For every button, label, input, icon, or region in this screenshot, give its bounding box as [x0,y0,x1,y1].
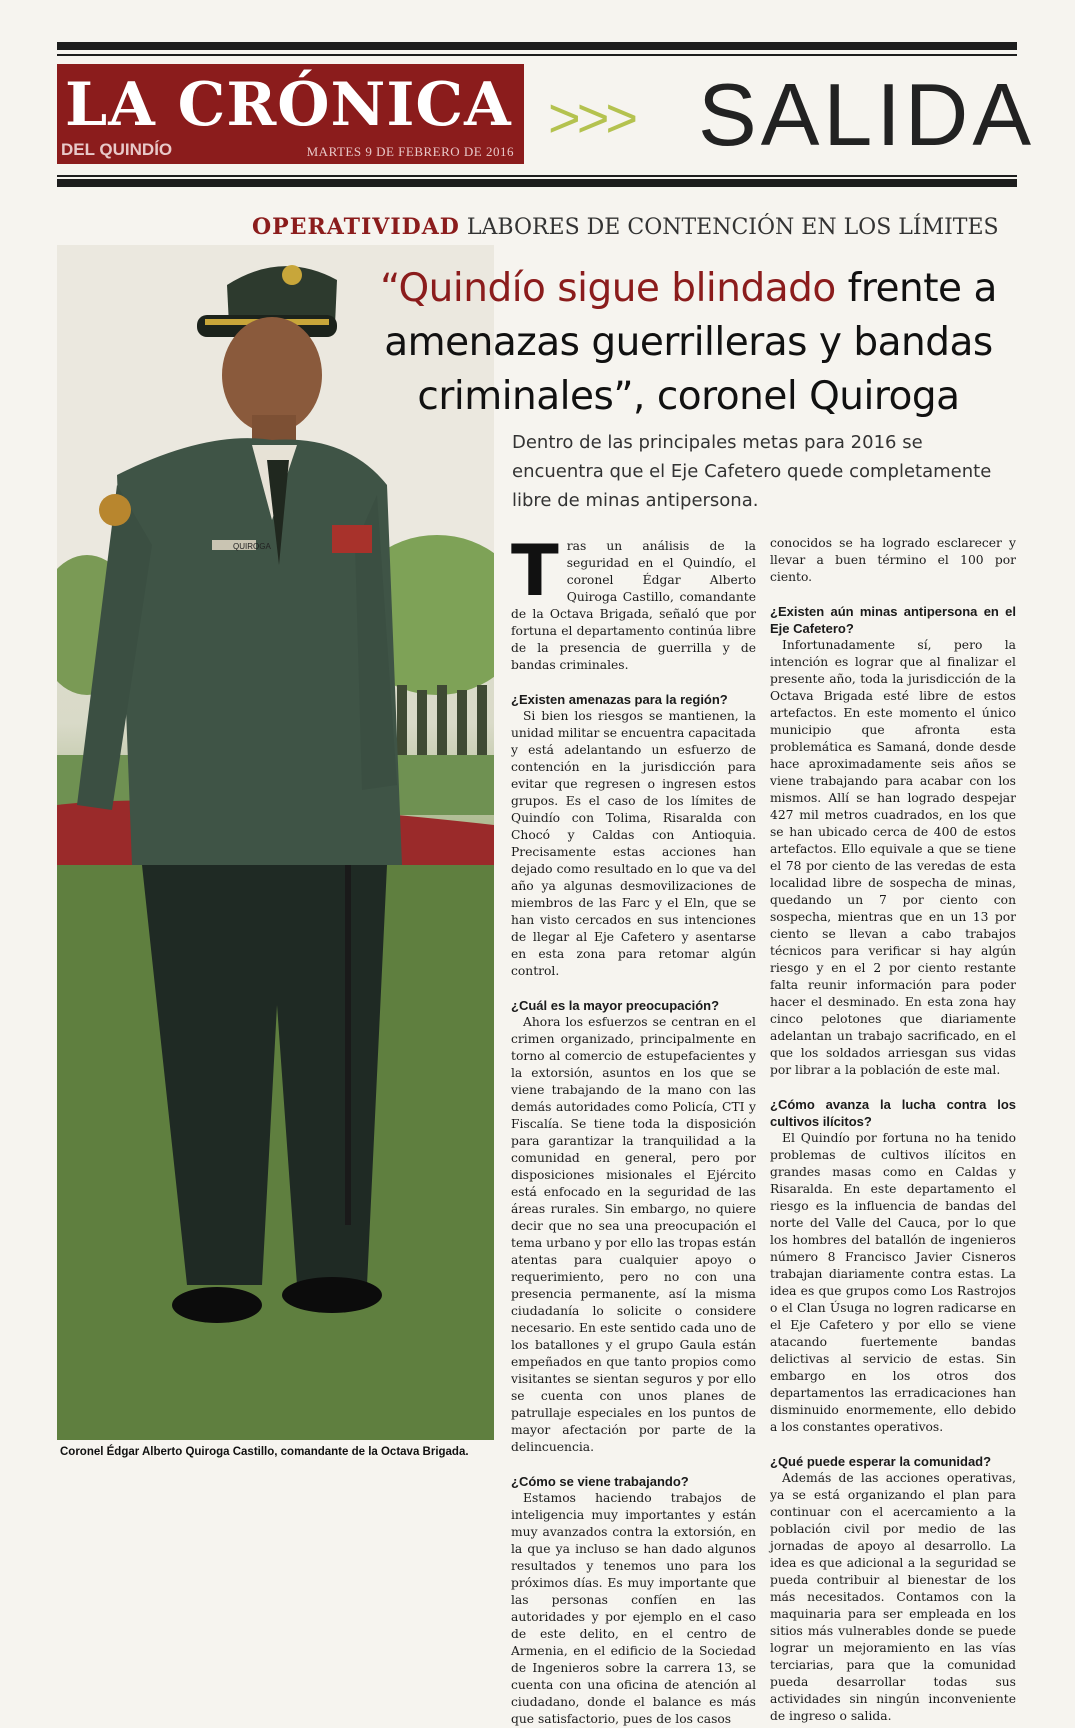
article-column-1 [511,530,756,1728]
top-rule-thin [57,54,1017,56]
photo-caption: Coronel Édgar Alberto Quiroga Castillo, comandante de la Octava Brigada. [60,1446,469,1458]
newspaper-title: LA CRÓNICA [65,70,512,140]
answer-continuation: conocidos se ha logrado esclarecer y llevar a buen término el 100 por ciento. [770,536,1016,584]
question-heading: ¿Cuál es la mayor preocupación? [511,998,720,1013]
kicker-category: OPERATIVIDAD [252,214,460,240]
headline-highlight: “Quindío sigue blindado [380,266,836,311]
answer-paragraph: Si bien los riesgos se mantienen, la unidad militar se encuentra capacitada y está adelantando un esfuerzo de contención en la jurisdicción para evitar que regresen o ingresen estos grupos. Es el caso de los límites de Quindío con Tolima, Risaralda con Chocó y Caldas con Antioquia. Precisamente estas acciones han dejado como resultado en lo que va del año ya algunas desmovilizaciones de miembros de las Farc y el Eln, que se han visto cercados en sus intenciones de llegar al Eje Cafetero y asentarse en esta zona para retomar algún control. [511,709,756,978]
answer-paragraph: Además de las acciones operativas, ya se está organizando el plan para continuar con el acercamiento a la población civil por medio de las jornadas de apoyo al desarrollo. La idea es que adicional a la seguridad se pueda contribuir al bienestar de los más necesitados. Contamos con la maquinaria para ser empleada en los sitios más vulnerables donde se puede lograr un mejoramiento en las vías terciarias, para que la comunidad pueda desarrollar todas sus actividades sin ningún inconveniente de ingreso o salida. [770,1471,1016,1723]
intro-paragraph: ras un análisis de la seguridad en el Quindío, el coronel Édgar Alberto Quiroga Castillo, comandante de la Octava Brigada, señaló que por fortuna el departamento continúa libre de la presencia de guerrilla y de bandas criminales. [511,539,756,672]
question-heading: ¿Existen amenazas para la región? [511,692,728,707]
section-arrows: >>> [548,86,635,149]
drop-cap: T [511,530,559,612]
newspaper-subtitle: DEL QUINDÍO [61,140,173,159]
top-rule [57,42,1017,50]
answer-paragraph: El Quindío por fortuna no ha tenido problemas de cultivos ilícitos en grandes masas como en Caldas y Risaralda. En este departamento el riesgo es la influencia de bandas del norte del Valle del Cauca, por lo que los hombres del batallón de ingenieros número 8 Francisco Javier Cisneros trabajan diariamente contra estas. La idea es que grupos como Los Rastrojos o el Clan Úsuga no logren radicarse en el Eje Cafetero y por ello se viene atacando fuertemente bandas delictivas al servicio de estas. Sin embargo en los otros dos departamentos las erradicaciones han disminuido enormemente, ello debido a los constantes operativos. [770,1131,1016,1434]
article-kicker [252,214,999,240]
colonel-photo-illustration [57,245,494,1440]
issue-date: MARTES 9 DE FEBRERO DE 2016 [306,144,514,159]
article-lede: Dentro de las principales metas para 2016 se encuentra que el Eje Cafetero quede completamente libre de minas antipersona. [512,432,992,511]
uniform-nametag-text: QUIROGA [233,542,271,551]
bottom-rule [57,179,1017,187]
answer-paragraph: Infortunadamente sí, pero la intención es lograr que al finalizar el presente año, toda la jurisdicción de la Octava Brigada esté libre de estos artefactos. En este momento el único municipio que afronta esta problemática es Samaná, donde desde hace aproximadamente seis años se viene trabajando para acabar con los mismos. Allí se han logrado despejar 427 mil metros cuadrados, en los que se han ubicado cerca de 400 de estos artefactos. Ello equivale a que se tiene el 78 por ciento de las veredas de esta localidad libre de sospecha de minas, quedando un 7 por ciento con sospecha, mientras que en un 13 por ciento se llevan a cabo trabajos técnicos para verificar si hay algún riesgo y en el 2 por ciento restante falta reunir información para poder hacer el desminado. En esta zona hay cinco pelotones que diariamente adelantan un trabajo sacrificado, en el que los soldados arriesgan sus vidas por librar a la población de este mal. [770,638,1016,1077]
answer-paragraph: Estamos haciendo trabajos de inteligencia muy importantes y están muy avanzados contra la extorsión, en la que ya incluso se han dado algunos resultados y tenemos uno para los próximos días. Es muy importante que las personas confíen en las autoridades y por ejemplo en el caso de este delito, en el centro de Armenia, en el edificio de la Sociedad de Ingenieros sobre la carrera 13, se cuenta con una oficina de atención al ciudadano, donde el balance es más que satisfactorio, pues de los casos [511,1491,756,1726]
article-headline [356,262,1021,424]
article-column-2 [770,535,1016,1725]
question-heading: ¿Qué puede esperar la comunidad? [770,1454,992,1469]
question-heading: ¿Cómo avanza la lucha contra los cultivos ilícitos? [770,1097,1016,1129]
answer-paragraph: Ahora los esfuerzos se centran en el crimen organizado, principalmente en torno al comercio de estupefacientes y la extorsión, asuntos en los que se viene trabajando de la mano con las demás autoridades como Policía, CTI y Fiscalía. Se tiene toda la disposición para garantizar la tranquilidad a la comunidad en general, pero por disposiciones misionales el Ejército está enfocado en la seguridad de las áreas rurales. Sin embargo, no quiere decir que no sea una preocupación el tema urbano y por ello las tropas están atentas para cualquier apoyo o requerimiento, pero no con una presencia permanente, así la misma ciudadanía lo solicite o considere necesario. En este sentido cada uno de los batallones y el grupo Gaula están empeñados en que tanto propios como visitantes se sientan seguros y por ello se cuenta con unos planes de patrullaje especiales en los puntos de mayor afectación por parte de la delincuencia. [511,1015,756,1454]
question-heading: ¿Cómo se viene trabajando? [511,1474,689,1489]
masthead-logo [57,64,524,164]
headline-main: frente a amenazas guerrilleras y bandas criminales”, coronel Quiroga [384,266,997,419]
article-photo [57,245,494,1440]
bottom-rule-thin [57,175,1017,177]
section-title: SALIDA [698,65,1036,164]
question-heading: ¿Existen aún minas antipersona en el Eje Cafetero? [770,604,1016,636]
kicker-topic: LABORES DE CONTENCIÓN EN LOS LÍMITES [466,215,999,240]
